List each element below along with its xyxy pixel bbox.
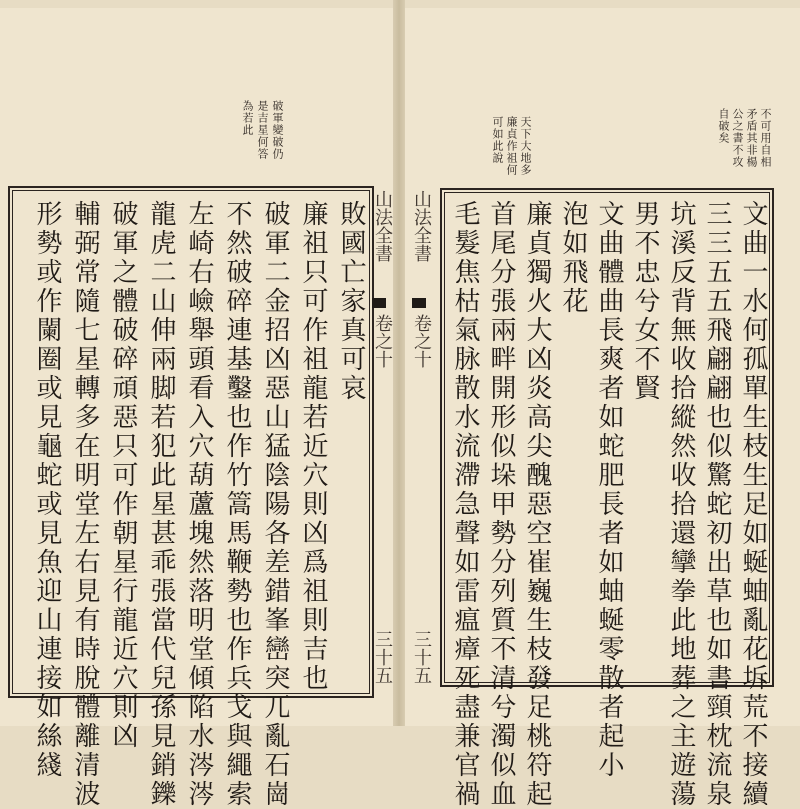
left-column: 形勢或作闌圈或見龜蛇或見魚迎山連接如絲綫: [32, 200, 62, 780]
right-note: 矛盾其非楊: [745, 108, 758, 168]
edge-volume: 卷之十: [411, 314, 432, 368]
edge-book-title: 山法全書: [372, 190, 393, 262]
edge-book-title: 山法全書: [411, 190, 432, 262]
book-gutter: [393, 0, 405, 726]
left-note: 為若此: [241, 100, 254, 136]
right-note: 自破矣: [717, 108, 730, 144]
fishtail-marker: [412, 298, 426, 308]
left-note: 破軍變破仍: [271, 100, 284, 160]
left-column: 廉祖只可作祖龍若近穴則凶爲祖則吉也: [298, 200, 328, 693]
right-note: 廉貞作祖何: [505, 116, 518, 176]
right-note: 公之書不攻: [731, 108, 744, 168]
right-column: 三三五五飛翩翩也似驚蛇初出草也如書頸枕流泉: [702, 200, 732, 809]
left-column: 輔弼常隨七星轉多在明堂左右見有時脫體離清波: [70, 200, 100, 809]
edge-page-number: 三十五: [372, 630, 393, 684]
left-column: 左崎右嶮舉頭看入穴葫蘆塊然落明堂傾陷水涔涔: [184, 200, 214, 809]
right-column: 泡如飛花: [558, 200, 588, 316]
right-column: 廉貞獨火大凶炎高尖醜惡空崔巍生枝發足桃符起: [522, 200, 552, 809]
edge-volume: 卷之十: [372, 314, 393, 368]
edge-page-number: 三十五: [411, 630, 432, 684]
left-note: 是吉星何答: [256, 100, 269, 160]
right-column: 首尾分張兩畔開形似垛甲勢分列質不清兮濁似血: [486, 200, 516, 809]
right-column: 文曲體曲長爽者如蛇肥長者如蚰蜒零散者起小: [594, 200, 624, 780]
right-column: 文曲一水何孤單生枝生足如蜒蚰亂花坼荒不接續: [738, 200, 768, 809]
right-note: 不可用自相: [759, 108, 772, 168]
right-note: 天下大地多: [519, 116, 532, 176]
left-column: 敗國亡家真可哀: [336, 200, 366, 403]
right-column: 坑溪反背無收拾縱然收拾還攣拳此地葬之主遊蕩: [666, 200, 696, 809]
fishtail-marker: [372, 298, 386, 308]
right-note: 可如此說: [491, 116, 504, 164]
left-column: 龍虎二山伸兩脚若犯此星甚乖張當代兒孫見銷鑠: [146, 200, 176, 809]
right-column: 男不忠兮女不賢: [630, 200, 660, 403]
right-column: 毛髮焦枯氣脉散水流滯急聲如雷瘟瘴死盡兼官禍: [450, 200, 480, 809]
left-column: 不然破碎連基鑿也作竹篙馬鞭勢也作兵戈與繩索: [222, 200, 252, 809]
left-column: 破軍之體破碎頑惡只可作朝星行龍近穴則凶: [108, 200, 138, 751]
left-column: 破軍二金招凶惡山猛陰陽各差錯峯巒突兀亂石崗: [260, 200, 290, 809]
